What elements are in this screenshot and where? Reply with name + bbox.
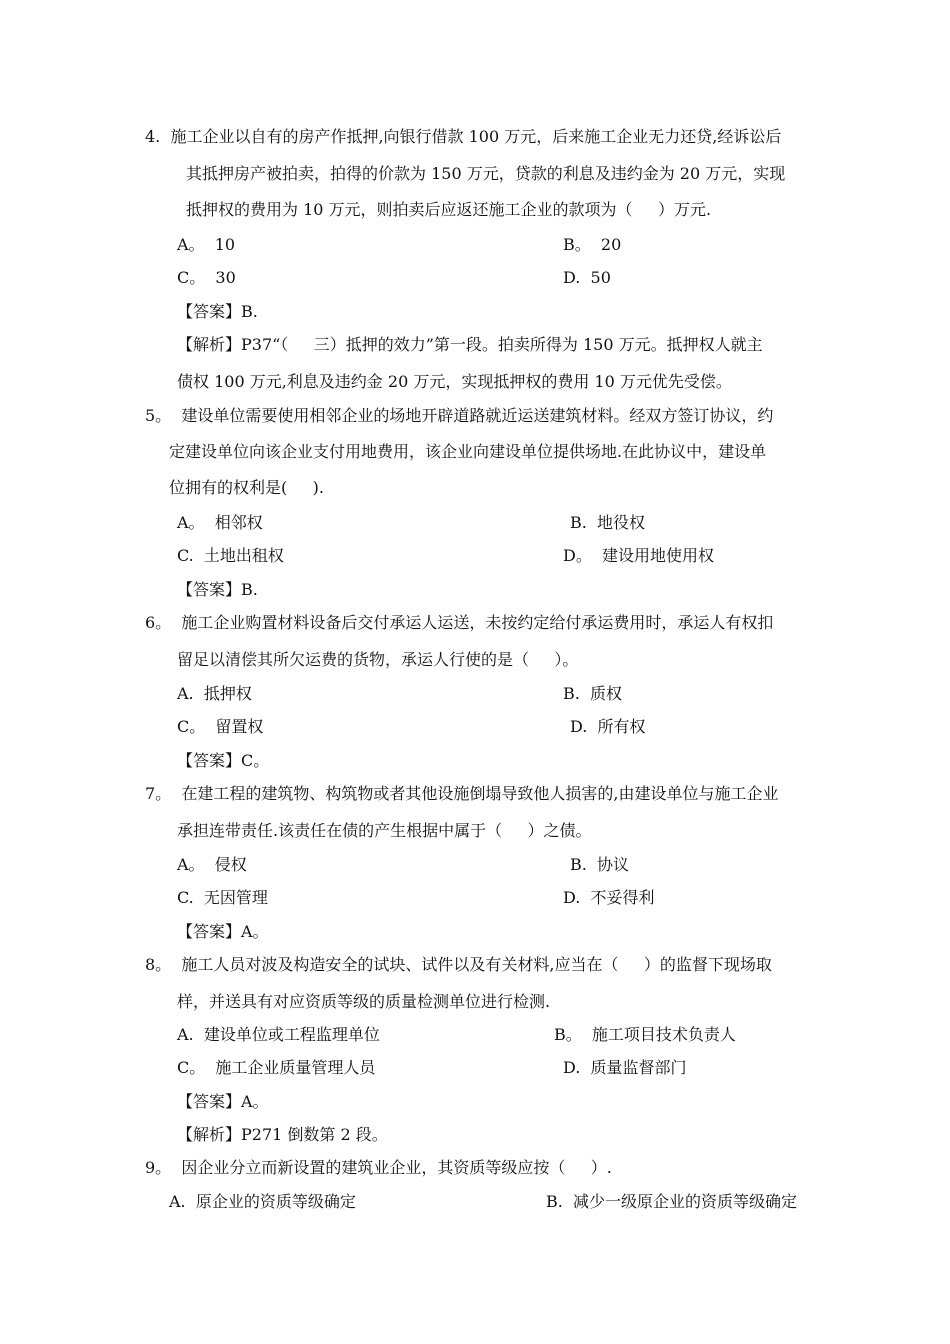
q7-stem-line-2: 承担连带责任.该责任在债的产生根据中属于（ ）之债。 bbox=[177, 821, 592, 840]
q6-answer: 【答案】C。 bbox=[177, 751, 270, 770]
q8-stem-line-1: 8。 施工人员对波及构造安全的试块、试件以及有关材料,应当在（ ）的监督下现场取 bbox=[145, 955, 772, 974]
q8-option-c: C。 施工企业质量管理人员 bbox=[177, 1058, 376, 1077]
q5-stem-line-2: 定建设单位向该企业支付用地费用，该企业向建设单位提供场地.在此协议中，建设单 bbox=[169, 442, 767, 461]
q7-stem-line-1: 7。 在建工程的建筑物、构筑物或者其他设施倒塌导致他人损害的,由建设单位与施工企业 bbox=[145, 784, 779, 803]
q6-option-d: D. 所有权 bbox=[570, 717, 646, 736]
q8-option-b: B。 施工项目技术负责人 bbox=[554, 1025, 736, 1044]
q5-stem-line-1: 5。 建设单位需要使用相邻企业的场地开辟道路就近运送建筑材料。经双方签订协议，约 bbox=[145, 406, 774, 425]
q5-answer: 【答案】B. bbox=[177, 580, 258, 599]
q5-option-b: B. 地役权 bbox=[570, 513, 646, 532]
q9-option-b: B. 减少一级原企业的资质等级确定 bbox=[546, 1192, 798, 1211]
q5-option-a: A。 相邻权 bbox=[177, 513, 263, 532]
q7-option-b: B. 协议 bbox=[570, 855, 630, 874]
q7-answer: 【答案】A。 bbox=[177, 922, 269, 941]
q4-answer: 【答案】B. bbox=[177, 302, 258, 321]
q4-option-a: A。 10 bbox=[177, 235, 236, 254]
q7-option-a: A。 侵权 bbox=[177, 855, 247, 874]
q8-option-a: A. 建设单位或工程监理单位 bbox=[177, 1025, 380, 1044]
q6-option-c: C。 留置权 bbox=[177, 717, 264, 736]
q8-stem-line-2: 样，并送具有对应资质等级的质量检测单位进行检测. bbox=[177, 992, 551, 1011]
q4-stem-line-1: 4. 施工企业以自有的房产作抵押,向银行借款 100 万元，后来施工企业无力还贷,经诉讼后 bbox=[145, 127, 782, 146]
q6-stem-line-1: 6。 施工企业购置材料设备后交付承运人运送，未按约定给付承运费用时，承运人有权扣 bbox=[145, 613, 774, 632]
q8-explanation: 【解析】P271 倒数第 2 段。 bbox=[177, 1125, 388, 1144]
q4-stem-line-2: 其抵押房产被拍卖，拍得的价款为 150 万元，贷款的利息及违约金为 20 万元，实现 bbox=[186, 164, 786, 183]
q6-stem-line-2: 留足以清偿其所欠运费的货物，承运人行使的是（ ）。 bbox=[177, 650, 579, 669]
q5-stem-line-3: 位拥有的权利是( ). bbox=[169, 478, 325, 497]
q7-option-c: C. 无因管理 bbox=[177, 888, 268, 907]
q8-answer: 【答案】A。 bbox=[177, 1092, 269, 1111]
q4-option-d: D. 50 bbox=[563, 268, 611, 287]
q6-option-a: A. 抵押权 bbox=[177, 684, 252, 703]
q9-option-a: A. 原企业的资质等级确定 bbox=[169, 1192, 356, 1211]
q5-option-d: D。 建设用地使用权 bbox=[563, 546, 715, 565]
q4-explanation-line-1: 【解析】P37“（ 三）抵押的效力”第一段。拍卖所得为 150 万元。抵押权人就主 bbox=[177, 335, 763, 354]
q4-stem-line-3: 抵押权的费用为 10 万元，则拍卖后应返还施工企业的款项为（ ）万元. bbox=[186, 200, 712, 219]
q6-option-b: B. 质权 bbox=[563, 684, 623, 703]
q4-explanation-line-2: 债权 100 万元,利息及违约金 20 万元，实现抵押权的费用 10 万元优先受偿。 bbox=[177, 372, 732, 391]
q4-option-c: C。 30 bbox=[177, 268, 236, 287]
q4-option-b: B。 20 bbox=[563, 235, 622, 254]
q5-option-c: C. 土地出租权 bbox=[177, 546, 284, 565]
q8-option-d: D. 质量监督部门 bbox=[563, 1058, 687, 1077]
q7-option-d: D. 不妥得利 bbox=[563, 888, 655, 907]
q9-stem-line-1: 9。 因企业分立而新设置的建筑业企业，其资质等级应按（ ）. bbox=[145, 1158, 612, 1177]
